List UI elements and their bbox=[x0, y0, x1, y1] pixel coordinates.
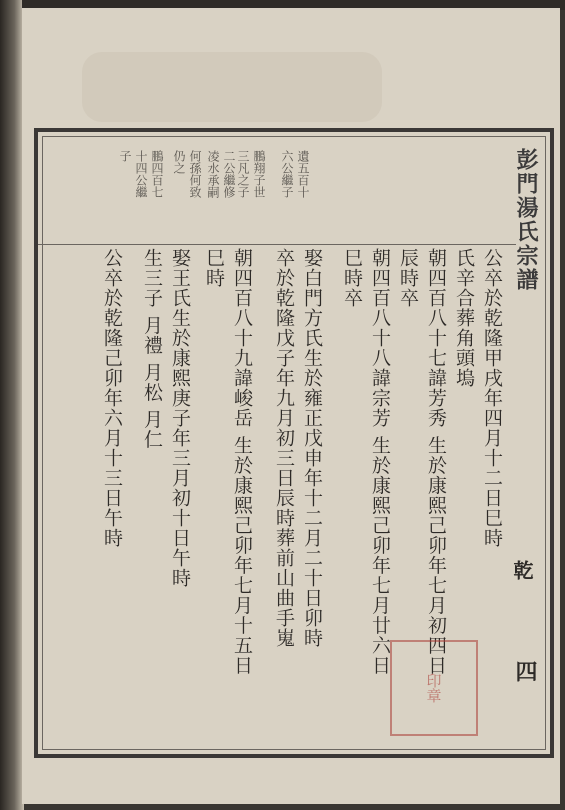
main-col-8: 卒於乾隆戊子年九月初三日辰時葬前山曲手嵬 bbox=[273, 248, 295, 648]
note-col1: 遺五百十 bbox=[296, 150, 310, 198]
book-title: 彭門湯氏宗譜 bbox=[513, 148, 539, 292]
side-label: 乾 bbox=[510, 560, 534, 580]
note-col5b: 十四公繼 bbox=[134, 150, 148, 198]
main-col-3: 朝四百八十七諱芳秀 生於康熙己卯年七月初四日 bbox=[425, 248, 447, 676]
main-col-10: 巳時 bbox=[203, 248, 225, 288]
note-col5: 鵬四百七 bbox=[150, 150, 164, 198]
main-col-1: 公卒於乾隆甲戌年四月十二日巳時 bbox=[481, 248, 503, 548]
seal-text: 印章 bbox=[424, 673, 443, 703]
note-col3b: 凌水承嗣 bbox=[206, 150, 220, 198]
main-col-9: 朝四百八十九諱峻岳 生於康熙己卯年七月十五日 bbox=[231, 248, 253, 676]
main-col-13: 公卒於乾隆己卯年六月十三日午時 bbox=[101, 248, 123, 548]
note-col4b: 仍之 bbox=[172, 150, 186, 174]
main-col-2: 氏辛合葬角頭塢 bbox=[453, 248, 475, 388]
note-col5c: 子 bbox=[118, 150, 132, 162]
note-col2: 鵬翔子世 bbox=[252, 150, 266, 198]
main-col-11: 娶王氏生於康熙庚子年三月初十日午時 bbox=[169, 248, 191, 588]
note-col4: 何孫何致 bbox=[188, 150, 202, 198]
note-col2b: 三凡之子 bbox=[236, 150, 250, 198]
book-spine-shadow bbox=[0, 0, 24, 810]
paper-stain bbox=[82, 52, 382, 122]
red-seal-stamp bbox=[390, 640, 478, 736]
main-col-12: 生三子 月禮 月松 月仁 bbox=[141, 248, 163, 450]
note-col3: 二公繼修 bbox=[222, 150, 236, 198]
side-label-2: 四 bbox=[512, 660, 538, 682]
main-col-4: 辰時卒 bbox=[397, 248, 419, 308]
main-col-5: 朝四百八十八諱宗芳 生於康熙己卯年七月廿六日 bbox=[369, 248, 391, 676]
main-col-6: 巳時卒 bbox=[341, 248, 363, 308]
note-col1b: 六公繼子 bbox=[280, 150, 294, 198]
section-divider bbox=[38, 244, 516, 245]
main-col-7: 娶白門方氏生於雍正戊申年十二月二十日卯時 bbox=[301, 248, 323, 648]
